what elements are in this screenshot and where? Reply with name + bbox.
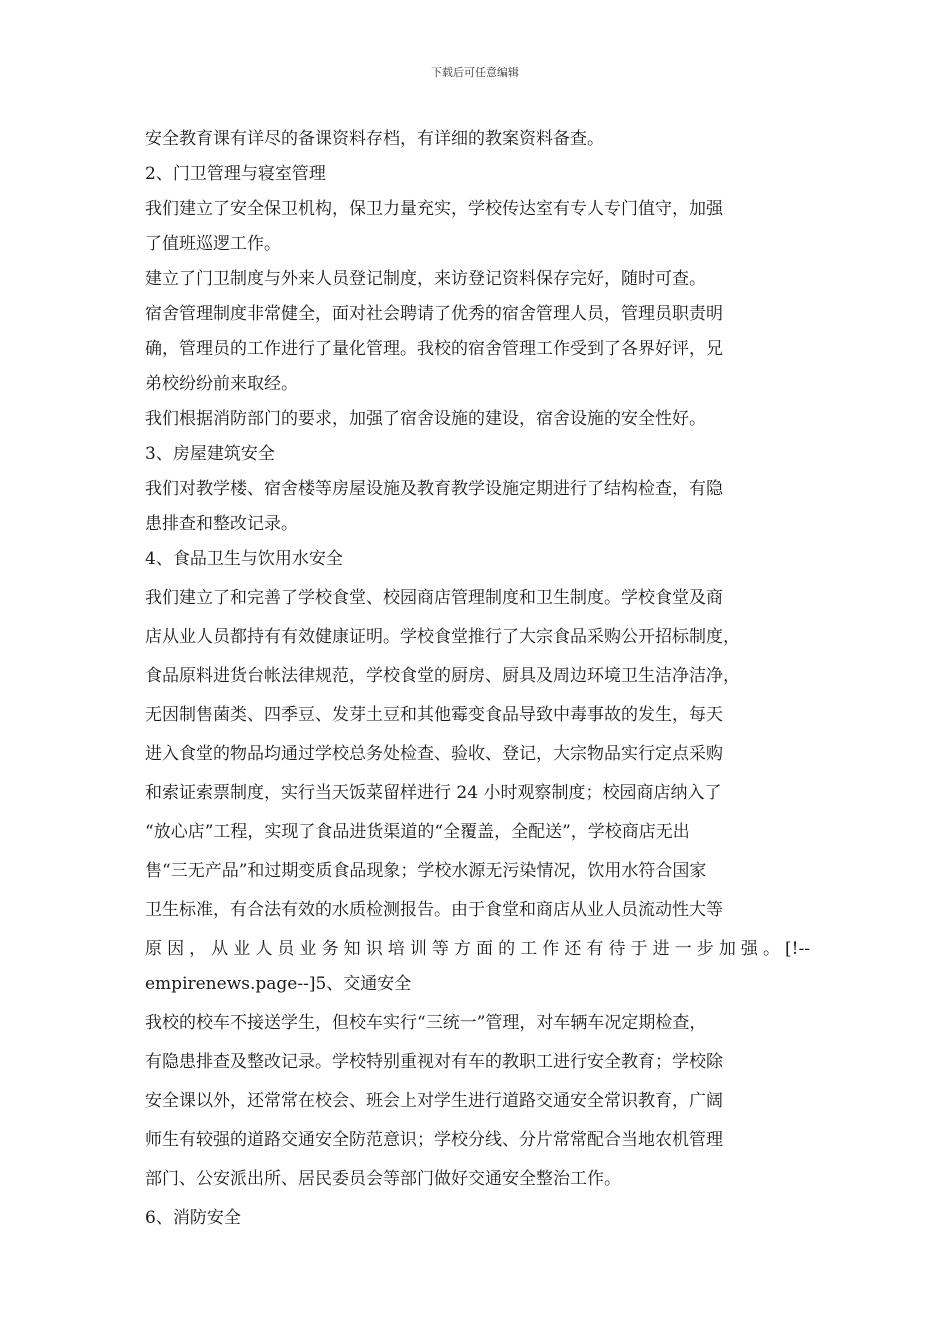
text-line: 我们对教学楼、宿舍楼等房屋设施及教育教学设施定期进行了结构检查，有隐 (145, 479, 723, 499)
section-heading: empirenews.page--]5、交通安全 (145, 974, 412, 994)
section-heading: 4、食品卫生与饮用水安全 (145, 549, 343, 569)
text-line: 患排查和整改记录。 (145, 514, 298, 534)
text-line: 我们建立了和完善了学校食堂、校园商店管理制度和卫生制度。学校食堂及商 (145, 588, 723, 608)
text-line: 和索证索票制度，实行当天饭菜留样进行 24 小时观察制度；校园商店纳入了 (145, 783, 722, 803)
text-line: 卫生标准，有合法有效的水质检测报告。由于食堂和商店从业人员流动性大等 (145, 900, 723, 920)
text-line: 我们建立了安全保卫机构，保卫力量充实，学校传达室有专人专门值守，加强 (145, 199, 723, 219)
section-heading: 2、门卫管理与寝室管理 (145, 164, 326, 184)
text-line: 食品原料进货台帐法律规范，学校食堂的厨房、厨具及周边环境卫生洁净洁净， (145, 666, 740, 686)
section-heading: 6、消防安全 (145, 1208, 241, 1228)
document-body (145, 122, 810, 1236)
text-line: 了值班巡逻工作。 (145, 234, 281, 254)
text-line: 确，管理员的工作进行了量化管理。我校的宿舍管理工作受到了各界好评，兄 (145, 339, 723, 359)
text-line: 售“三无产品”和过期变质食品现象；学校水源无污染情况，饮用水符合国家 (145, 861, 707, 881)
text-line: 进入食堂的物品均通过学校总务处检查、验收、登记，大宗物品实行定点采购 (145, 744, 723, 764)
text-line: 我校的校车不接送学生，但校车实行“三统一”管理，对车辆车况定期检查， (145, 1013, 707, 1033)
text-line: 建立了门卫制度与外来人员登记制度，来访登记资料保存完好，随时可查。 (145, 269, 706, 289)
text-line: 安全课以外，还常常在校会、班会上对学生进行道路交通安全常识教育，广阔 (145, 1091, 723, 1111)
text-line: 店从业人员都持有有效健康证明。学校食堂推行了大宗食品采购公开招标制度， (145, 627, 740, 647)
page-header-note: 下载后可任意编辑 (431, 66, 519, 79)
section-heading: 3、房屋建筑安全 (145, 444, 275, 464)
text-line: 部门、公安派出所、居民委员会等部门做好交通安全整治工作。 (145, 1169, 621, 1189)
text-line: “放心店”工程，实现了食品进货渠道的“全覆盖，全配送”，学校商店无出 (145, 822, 690, 842)
text-line: 无因制售菌类、四季豆、发芽土豆和其他霉变食品导致中毒事故的发生，每天 (145, 705, 723, 725)
text-line: 宿舍管理制度非常健全，面对社会聘请了优秀的宿舍管理人员，管理员职责明 (145, 304, 723, 324)
text-line: 原因，从业人员业务知识培训等方面的工作还有待于进一步加强。[!-- (145, 939, 810, 959)
text-line: 弟校纷纷前来取经。 (145, 374, 298, 394)
text-line: 有隐患排查及整改记录。学校特别重视对有车的教职工进行安全教育；学校除 (145, 1052, 723, 1072)
text-line: 安全教育课有详尽的备课资料存档，有详细的教案资料备查。 (145, 129, 604, 149)
text-line: 师生有较强的道路交通安全防范意识；学校分线、分片常常配合当地农机管理 (145, 1130, 723, 1150)
text-line: 我们根据消防部门的要求，加强了宿舍设施的建设，宿舍设施的安全性好。 (145, 409, 706, 429)
